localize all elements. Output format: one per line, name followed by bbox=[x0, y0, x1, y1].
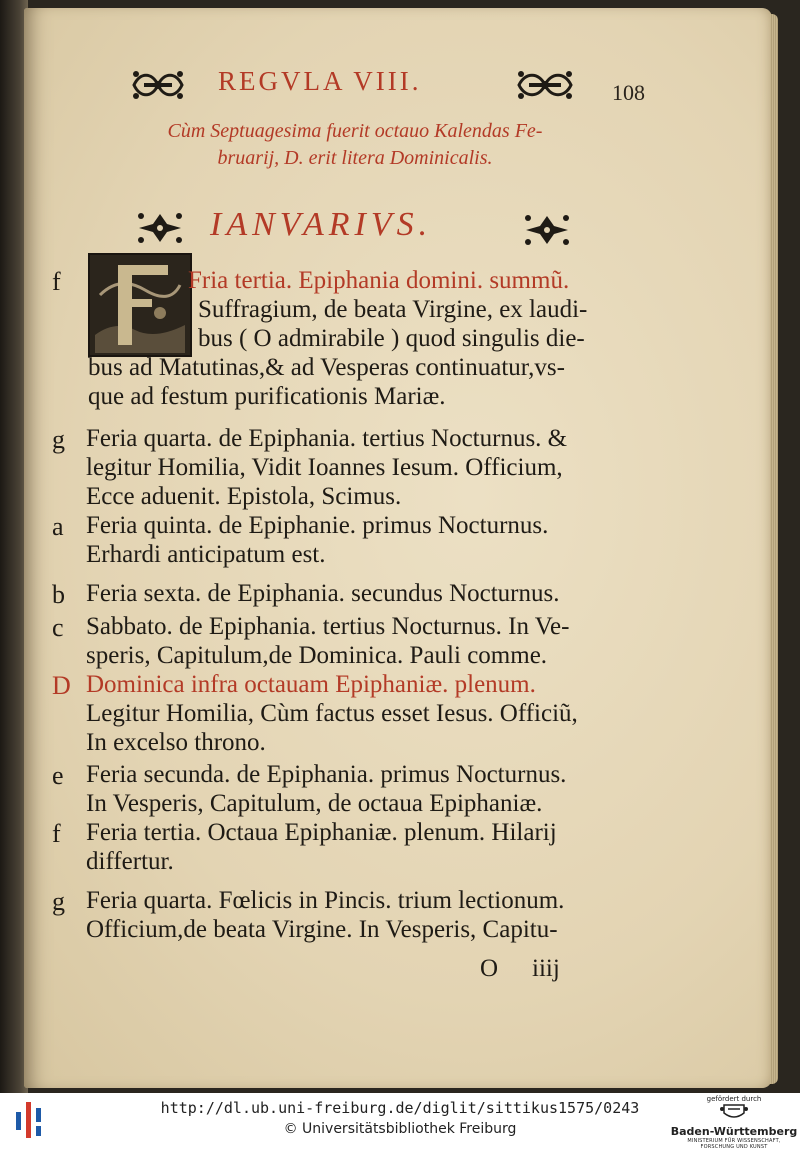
folio-number: 108 bbox=[612, 80, 645, 105]
entry-text-line: Erhardi anticipatum est. bbox=[86, 541, 326, 568]
entry-text-line: In Vesperis, Capitulum, de octaua Epiphaniæ. bbox=[86, 790, 543, 817]
entry-text-line: speris, Capitulum,de Dominica. Pauli comme. bbox=[86, 642, 548, 669]
entry-text-line: Dominica infra octauam Epiphaniæ. plenum. bbox=[86, 671, 536, 698]
entry-text-line: Feria secunda. de Epiphania. primus Nocturnus. bbox=[86, 761, 567, 788]
entry-text-line: Suffragium, de beata Virgine, ex laudi- bbox=[198, 296, 588, 323]
entry-text-line: Fria tertia. Epiphania domini. summũ. bbox=[188, 267, 570, 294]
dominical-letter: g bbox=[52, 887, 65, 916]
funder-logo bbox=[670, 1095, 798, 1150]
funded-by-label: gefördert durch bbox=[706, 1095, 762, 1103]
dominical-letter: f bbox=[52, 819, 61, 848]
copyright-notice: © Universitätsbibliothek Freiburg bbox=[283, 1121, 517, 1137]
entry-text-line: Ecce aduenit. Epistola, Scimus. bbox=[86, 483, 402, 510]
entry-text-line: In excelso throno. bbox=[86, 729, 266, 756]
rubric-line-2: bruarij, D. erit litera Dominicalis. bbox=[217, 147, 493, 169]
dominical-letter: b bbox=[52, 580, 65, 609]
entry-text-line: Feria tertia. Octaua Epiphaniæ. plenum. Hilarij bbox=[86, 819, 557, 846]
month-heading: IANVARIVS. bbox=[210, 206, 433, 243]
entry-text-line: bus ( O admirabile ) quod singulis die- bbox=[198, 325, 585, 352]
funder-name: Baden-Württemberg bbox=[670, 1125, 798, 1138]
entry-text-line: Officium,de beata Virgine. In Vesperis, Capitu- bbox=[86, 916, 558, 943]
entry-text-line: Feria sexta. de Epiphania. secundus Nocturnus. bbox=[86, 580, 560, 607]
dominical-letter: f bbox=[52, 267, 61, 296]
rubric-line-1: Cùm Septuagesima fuerit octauo Kalendas Fe- bbox=[167, 120, 543, 142]
entry-text-line: legitur Homilia, Vidit Ioannes Iesum. Officium, bbox=[86, 454, 563, 481]
fleuron-ornament-right bbox=[515, 68, 575, 102]
permalink-url[interactable]: http://dl.ub.uni-freiburg.de/diglit/sittikus1575/0243 bbox=[160, 1099, 640, 1117]
decorated-initial-image bbox=[88, 253, 192, 357]
page-edges bbox=[770, 14, 778, 1084]
entry-text-line: bus ad Matutinas,& ad Vesperas continuatur,vs- bbox=[88, 354, 565, 381]
dominical-letter: a bbox=[52, 512, 64, 541]
fleuron-ornament-month-right bbox=[522, 212, 572, 248]
library-logo-icon[interactable] bbox=[14, 1098, 44, 1146]
funder-subtitle: MINISTERIUM FÜR WISSENSCHAFT, FORSCHUNG UND KUNST bbox=[687, 1138, 781, 1150]
rule-rubric bbox=[95, 118, 615, 172]
entry-text-line: differtur. bbox=[86, 848, 174, 875]
dominical-letter: g bbox=[52, 425, 65, 454]
running-title: REGVLA VIII. bbox=[218, 66, 422, 96]
signature-mark: O bbox=[480, 955, 499, 982]
fleuron-ornament-month-left bbox=[135, 210, 185, 246]
entry-text-line: Feria quinta. de Epiphanie. primus Nocturnus. bbox=[86, 512, 549, 539]
entry-text-line: Sabbato. de Epiphania. tertius Nocturnus. In Ve- bbox=[86, 613, 570, 640]
signature-number: iiij bbox=[532, 955, 560, 982]
fleuron-ornament-left bbox=[130, 68, 186, 102]
dominical-letter: e bbox=[52, 761, 64, 790]
entry-text-line: Legitur Homilia, Cùm factus esset Iesus. Officiũ, bbox=[86, 700, 578, 727]
entry-text-line: que ad festum purificationis Mariæ. bbox=[88, 383, 446, 410]
dominical-letter: D bbox=[52, 671, 71, 700]
entry-text-line: Feria quarta. Fœlicis in Pincis. trium lectionum. bbox=[86, 887, 565, 914]
coat-of-arms-icon bbox=[719, 1103, 749, 1121]
dominical-letter: c bbox=[52, 613, 64, 642]
entry-text-line: Feria quarta. de Epiphania. tertius Nocturnus. & bbox=[86, 425, 568, 452]
